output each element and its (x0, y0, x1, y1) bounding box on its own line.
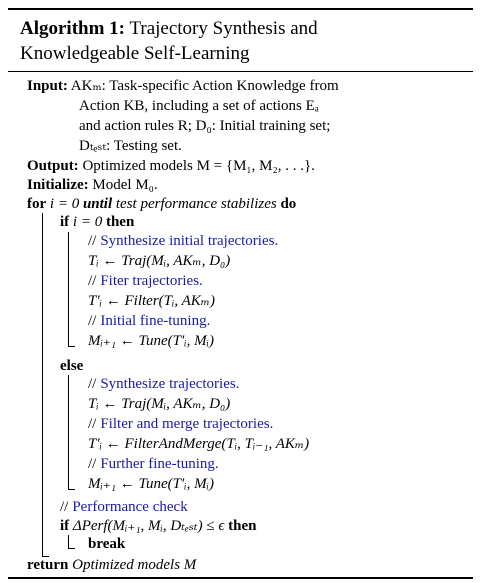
algorithm-label: Algorithm 1: (20, 18, 126, 39)
until-condition: test performance stabilizes (115, 196, 277, 212)
if-body-end (68, 346, 75, 347)
else-body-end (68, 489, 75, 490)
for-line (27, 194, 296, 214)
statement-line: T′ᵢ ← FilterAndMerge(Tᵢ, Tᵢ₋₁, AKₘ) (88, 436, 310, 452)
input-line-4: Dₜₑₛₜ: Testing set. (79, 138, 182, 154)
comment-marker: // (88, 233, 97, 249)
input-line-3: and action rules R; D₀: Initial training set; (79, 118, 331, 134)
check-body-bar (68, 535, 69, 549)
comment-text: Initial fine-tuning. (100, 313, 211, 329)
top-rule (8, 8, 473, 10)
for-body-bar (42, 213, 43, 557)
initialize-line (27, 175, 158, 195)
return-text: Optimized models M (72, 557, 197, 573)
comment-line (88, 311, 210, 331)
comment-marker: // (88, 273, 97, 289)
input-keyword: Input: (27, 78, 68, 94)
statement-line: Mᵢ₊₁ ← Tune(T′ᵢ, Mᵢ) (88, 333, 215, 349)
initialize-keyword: Initialize: (27, 177, 89, 193)
else-keyword: else (60, 358, 84, 374)
comment-line (60, 497, 188, 517)
check-if-line (60, 516, 257, 536)
comment-text: Filter and merge trajectories. (100, 416, 274, 432)
check-if-keyword: if (60, 518, 70, 534)
until-keyword: until (82, 196, 113, 212)
comment-line (88, 454, 219, 474)
do-keyword: do (280, 196, 297, 212)
algorithm-title-line2: Knowledgeable Self-Learning (20, 43, 250, 64)
then-keyword: then (105, 214, 135, 230)
output-keyword: Output: (27, 158, 79, 174)
if-keyword: if (60, 214, 70, 230)
check-then-keyword: then (228, 518, 257, 534)
statement-line: Tᵢ ← Traj(Mᵢ, AKₘ, D₀) (88, 253, 231, 269)
if-line (60, 212, 134, 232)
for-condition: i = 0 (49, 196, 80, 212)
comment-line (88, 231, 278, 251)
for-keyword: for (27, 196, 47, 212)
caption-rule (8, 71, 473, 72)
input-text-1: AKₘ: Task-specific Action Knowledge from (70, 78, 339, 94)
algorithm-caption (20, 16, 318, 66)
statement-line: Tᵢ ← Traj(Mᵢ, AKₘ, D₀) (88, 396, 231, 412)
comment-line (88, 374, 239, 394)
comment-text: Fiter trajectories. (100, 273, 203, 289)
check-body-end (68, 548, 75, 549)
comment-marker: // (88, 313, 97, 329)
algorithm-title-line1: Trajectory Synthesis and (129, 18, 318, 39)
algorithm-box (8, 8, 473, 578)
output-text: Optimized models M = {M₁, M₂, . . .}. (82, 158, 315, 174)
comment-marker: // (88, 456, 97, 472)
comment-text: Performance check (72, 499, 188, 515)
statement-line: Mᵢ₊₁ ← Tune(T′ᵢ, Mᵢ) (88, 476, 215, 492)
return-line (27, 555, 196, 575)
comment-marker: // (88, 376, 97, 392)
initialize-text: Model M₀. (92, 177, 158, 193)
bottom-rule (8, 577, 473, 579)
check-condition: ΔPerf(Mᵢ₊₁, Mᵢ, Dₜₑₛₜ) ≤ ϵ (72, 518, 225, 534)
comment-line (88, 271, 203, 291)
if-condition: i = 0 (72, 214, 103, 230)
return-keyword: return (27, 557, 69, 573)
comment-text: Synthesize trajectories. (100, 376, 240, 392)
input-line-2: Action KB, including a set of actions Eₐ (79, 98, 319, 114)
comment-marker: // (88, 416, 97, 432)
comment-line (88, 414, 273, 434)
break-keyword: break (88, 536, 126, 552)
statement-line: T′ᵢ ← Filter(Tᵢ, AKₘ) (88, 293, 215, 309)
else-body-bar (68, 375, 69, 490)
comment-text: Further fine-tuning. (100, 456, 219, 472)
comment-marker: // (60, 499, 69, 515)
output-line (27, 156, 315, 176)
comment-text: Synthesize initial trajectories. (100, 233, 279, 249)
input-line-1 (27, 76, 339, 96)
if-body-bar (68, 232, 69, 347)
